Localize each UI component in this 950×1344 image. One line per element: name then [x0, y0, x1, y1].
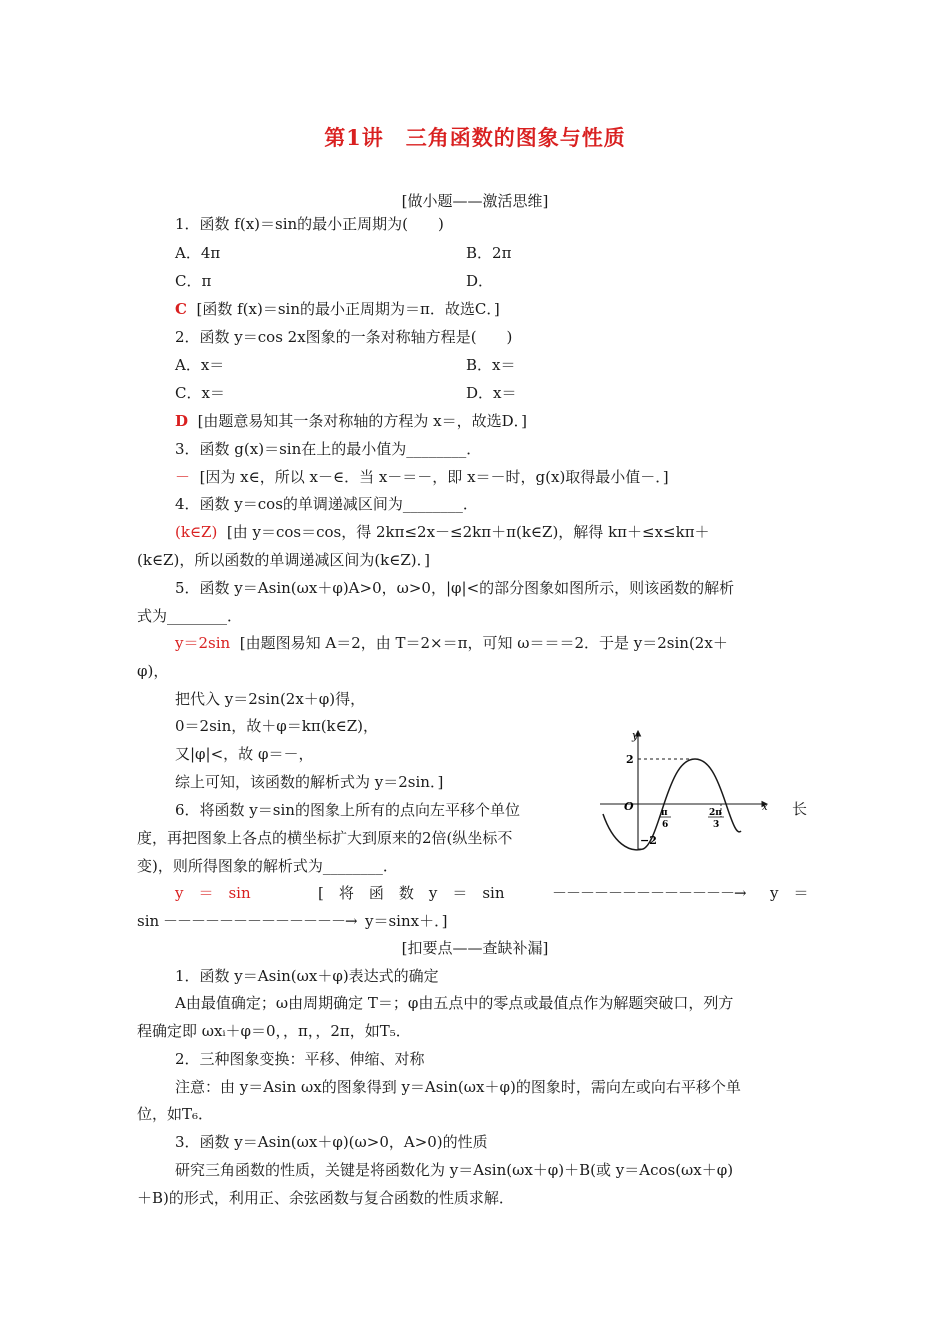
keypoint-2-line1: 注意：由 y＝Asin ωx的图象得到 y＝Asin(ωx＋φ)的图象时，需向左或向右平移个单 — [175, 1078, 741, 1096]
keypoint-3-line2: ＋B)的形式，利用正、余弦函数与复合函数的性质求解． — [137, 1189, 514, 1207]
q3-explanation: [因为 x∈，所以 x－∈．当 x－＝－，即 x＝－时，g(x)取得最小值－．] — [199, 468, 669, 486]
section-heading-keypoints: [扣要点——查缺补漏] — [401, 939, 549, 957]
q5-explanation-line2: φ)， — [137, 662, 169, 680]
q1-option-a: A．4π — [175, 244, 221, 262]
q4-solution — [175, 522, 710, 542]
q6-transform-arrow-2: －－－－－－－－－－－－－→ — [163, 912, 357, 930]
q5-explanation-line3: 把代入 y＝2sin(2x＋φ)得， — [175, 690, 366, 708]
y-max-label: 2 — [626, 753, 634, 766]
q4-explanation-line2: (k∈Z)，所以函数的单调递减区间为(k∈Z)．] — [137, 551, 430, 569]
q5-explanation-line1: [由题图易知 A＝2，由 T＝2×＝π，可知 ω＝＝＝2．于是 y＝2sin(2x＋ — [239, 634, 728, 652]
q2-option-c: C．x＝ — [175, 384, 225, 402]
q6-explanation-part1: [ 将 函 数 y ＝ sin — [318, 884, 505, 902]
q5-stem-line2: 式为________． — [137, 607, 243, 625]
q3-stem: 3．函数 g(x)＝sin在上的最小值为________． — [175, 440, 482, 458]
x-axis-label: x — [762, 802, 768, 813]
q5-answer: y＝2sin — [175, 634, 231, 652]
q2-solution — [175, 411, 527, 431]
q5-explanation-line5: 又|φ|<，故 φ＝－， — [175, 745, 314, 763]
q4-explanation-line1: [由 y＝cos＝cos，得 2kπ≤2x－≤2kπ＋π(k∈Z)，解得 kπ＋≤x≤kπ＋ — [226, 523, 710, 541]
q4-answer: (k∈Z) — [175, 523, 218, 541]
x2-denominator: 3 — [713, 820, 720, 830]
q1-answer: C — [175, 300, 187, 318]
q6-stem-line2: 度，再把图象上各点的横坐标扩大到原来的2倍(纵坐标不 — [137, 829, 513, 847]
q2-option-d: D．x＝ — [466, 384, 517, 402]
keypoint-3-heading: 3．函数 y＝Asin(ωx＋φ)(ω>0，A>0)的性质 — [175, 1133, 488, 1151]
q6-stem-line3: 变)，则所得图象的解析式为________． — [137, 857, 398, 875]
x1-numerator: π — [661, 808, 668, 818]
q6-explanation-part2: y ＝ — [770, 884, 809, 902]
q3-answer: － — [175, 468, 191, 486]
q1-explanation: [函数 f(x)＝sin的最小正周期为＝π．故选C．] — [196, 300, 500, 318]
q6-stem-line1: 6．将函数 y＝sin的图象上所有的点向左平移个单位 — [175, 801, 520, 819]
q3-solution — [175, 467, 669, 487]
q1-option-b: B．2π — [466, 244, 512, 262]
y-axis-label: y — [632, 729, 639, 742]
page-title: 第1讲 三角函数的图象与性质 — [324, 125, 626, 150]
q1-option-d: D． — [466, 272, 494, 290]
q5-explanation-line4: 0＝2sin，故＋φ＝kπ(k∈Z)， — [175, 717, 379, 735]
q4-stem: 4．函数 y＝cos的单调递减区间为________． — [175, 495, 478, 513]
q2-explanation: [由题意易知其一条对称轴的方程为 x＝，故选D．] — [197, 412, 528, 430]
keypoint-3-line1: 研究三角函数的性质，关键是将函数化为 y＝Asin(ωx＋φ)＋B(或 y＝Acos(ωx＋φ) — [175, 1161, 734, 1179]
q2-option-b: B．x＝ — [466, 356, 516, 374]
q1-option-c: C．π — [175, 272, 212, 290]
q6-transform-arrow-1: －－－－－－－－－－－－－→ — [552, 884, 746, 902]
keypoint-1-line1: A由最值确定；ω由周期确定 T＝；φ由五点中的零点或最值点作为解题突破口，列方 — [175, 994, 734, 1012]
q1-stem: 1．函数 f(x)＝sin的最小正周期为( ) — [175, 215, 444, 233]
sine-graph-figure — [595, 725, 775, 855]
q6-stem-line1-end: 长 — [792, 800, 808, 818]
x1-denominator: 6 — [662, 820, 669, 830]
keypoint-1-heading: 1．函数 y＝Asin(ωx＋φ)表达式的确定 — [175, 967, 439, 985]
x2-numerator: 2π — [709, 808, 722, 818]
q5-solution — [175, 633, 728, 653]
origin-label: O — [624, 800, 634, 813]
q2-option-a: A．x＝ — [175, 356, 225, 374]
keypoint-2-heading: 2．三种图象变换：平移、伸缩、对称 — [175, 1050, 425, 1068]
q5-stem-line1: 5．函数 y＝Asin(ωx＋φ)A>0，ω>0，|φ|<的部分图象如图所示，则该函数的解析 — [175, 579, 735, 597]
y-min-label: −2 — [640, 834, 657, 847]
section-heading-practice: [做小题——激活思维] — [401, 192, 549, 210]
q6-answer: y ＝ sin — [175, 884, 251, 902]
q5-explanation-line6: 综上可知，该函数的解析式为 y＝2sin．] — [175, 773, 444, 791]
q2-answer: D — [175, 412, 189, 430]
q1-solution — [175, 299, 500, 319]
q6-explanation-part4: y＝sinx＋．] — [365, 912, 448, 930]
keypoint-1-line2: 程确定即 ωxᵢ＋φ＝0，，π，，2π，如T₅． — [137, 1022, 411, 1040]
q6-explanation-part3: sin — [137, 912, 160, 930]
q2-stem: 2．函数 y＝cos 2x图象的一条对称轴方程是( ) — [175, 328, 513, 346]
keypoint-2-line2: 位，如T₆． — [137, 1105, 214, 1123]
